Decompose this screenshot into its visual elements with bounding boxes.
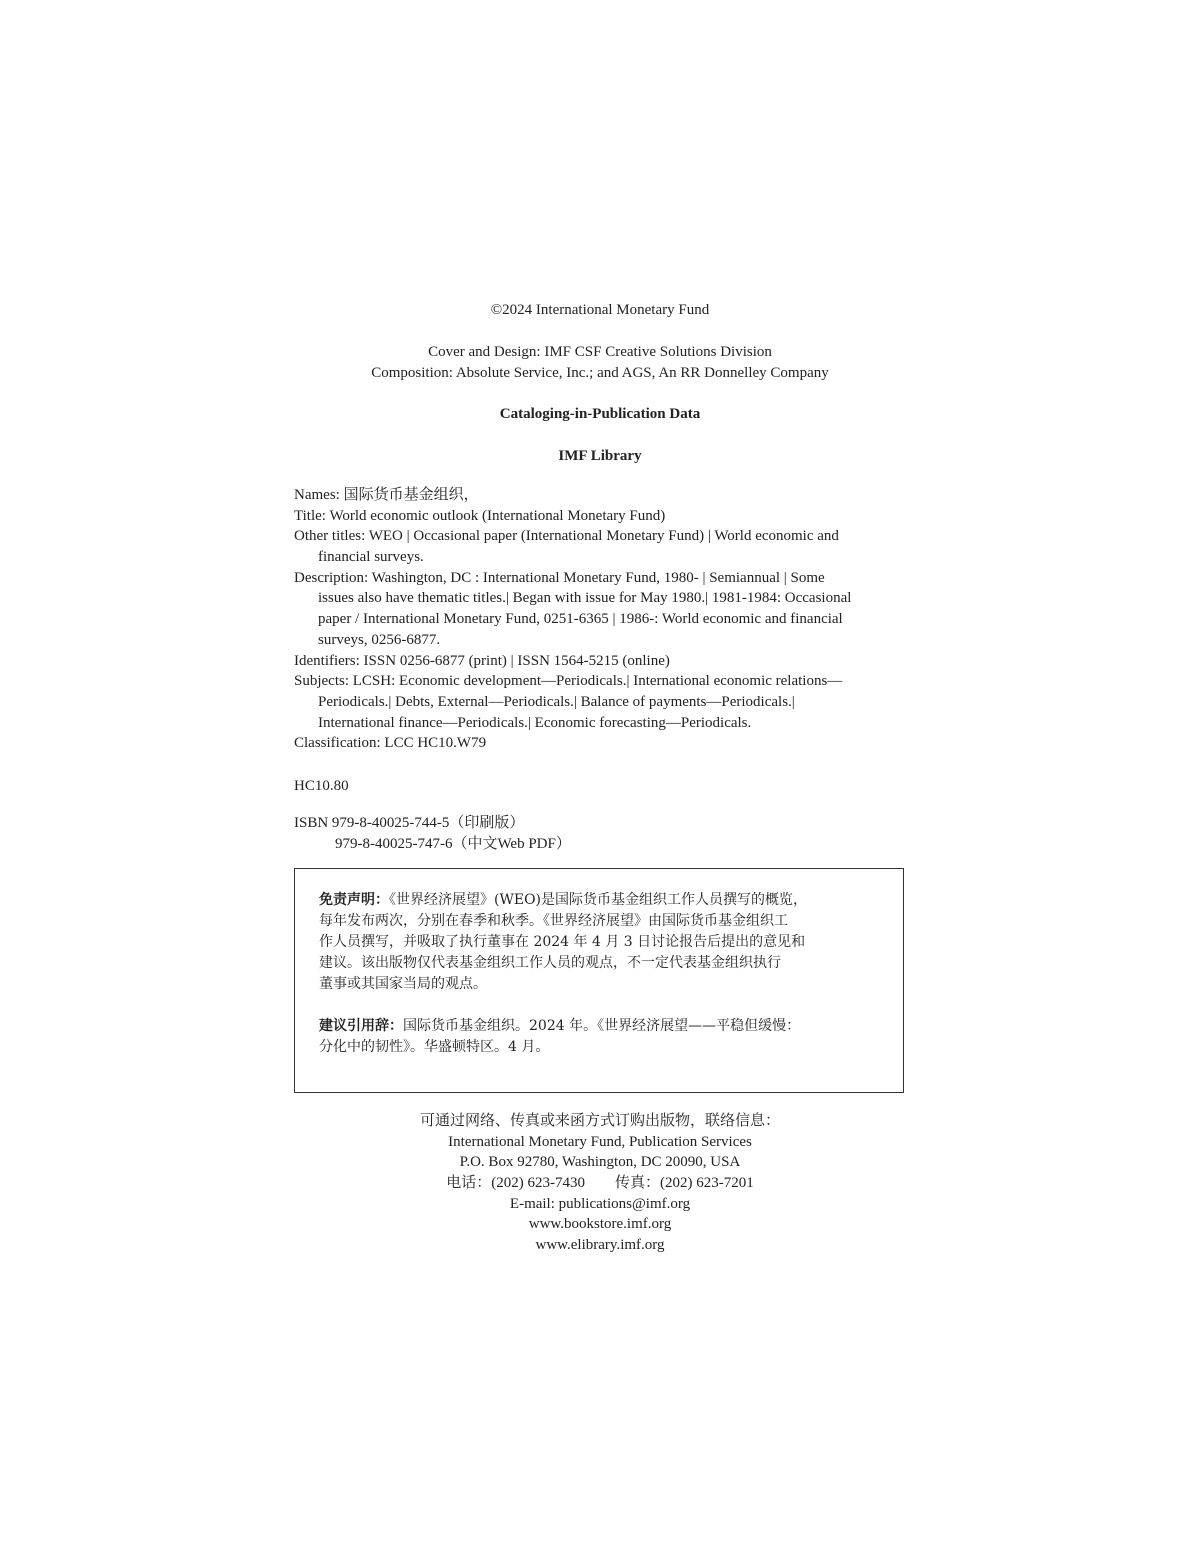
entry-subjects: Subjects: LCSH: Economic development—Periodicals.| International economic relations— (294, 673, 843, 690)
publisher-name: International Monetary Fund, Publication Services (448, 1133, 752, 1150)
elibrary-link[interactable]: www.elibrary.imf.org (535, 1237, 665, 1254)
isbn-pdf: 979-8-40025-747-6（中文Web PDF） (335, 835, 571, 852)
library-text: IMF Library (558, 448, 642, 464)
credits-block (294, 342, 906, 383)
isbn-block (294, 813, 906, 854)
ordering-intro: 可通过网络、传真或来函方式订购出版物，联络信息： (419, 1113, 780, 1129)
isbn-print: ISBN 979-8-40025-744-5（印刷版） (294, 815, 525, 831)
entry-subjects-cont: Periodicals.| Debts, External—Periodicals.| Balance of payments—Periodicals.| (318, 693, 795, 710)
bookstore-link[interactable]: www.bookstore.imf.org (528, 1216, 672, 1233)
ordering-info (294, 1111, 906, 1256)
copyright: ©2024 International Monetary Fund (490, 302, 710, 318)
entry-description-cont: paper / International Monetary Fund, 0251-6365 | 1986-: World economic and financial (318, 611, 843, 628)
library-heading (294, 446, 906, 467)
entry-title: Title: World economic outlook (International Monetary Fund) (294, 507, 666, 524)
citation-label: 建议引用辞： (319, 1018, 403, 1034)
postal-address: P.O. Box 92780, Washington, DC 20090, USA (459, 1154, 741, 1171)
copyright-block (294, 300, 906, 321)
disclaimer-line: 作人员撰写，并吸取了执行董事在 2024 年 4 月 3 日讨论报告后提出的意见和 (319, 934, 806, 950)
call-number (294, 776, 906, 797)
email-link[interactable]: E-mail: publications@imf.org (509, 1195, 691, 1212)
credit-line: Composition: Absolute Service, Inc.; and AGS, An RR Donnelley Company (371, 364, 829, 381)
entry-classification: Classification: LCC HC10.W79 (294, 735, 487, 752)
entry-description-cont: issues also have thematic titles.| Began with issue for May 1980.| 1981-1984: Occasional (318, 590, 852, 607)
entry-subjects-cont: International finance—Periodicals.| Economic forecasting—Periodicals. (318, 714, 752, 731)
disclaimer-line: 每年发布两次，分别在春季和秋季。《世界经济展望》由国际货币基金组织工 (319, 913, 788, 929)
disclaimer-line: 《世界经济展望》(WEO)是国际货币基金组织工作人员撰写的概览， (389, 892, 808, 908)
cip-heading-text: Cataloging-in-Publication Data (499, 406, 701, 422)
phone-fax: 电话：(202) 623-7430 传真：(202) 623-7201 (446, 1175, 754, 1192)
disclaimer-label: 免责声明： (319, 892, 389, 908)
entry-names: Names: 国际货币基金组织， (294, 487, 479, 503)
entry-description: Description: Washington, DC : International Monetary Fund, 1980- | Semiannual | Some (294, 569, 825, 586)
entry-other-titles: Other titles: WEO | Occasional paper (International Monetary Fund) | World economic and (294, 528, 839, 545)
catalog-entries (294, 485, 906, 754)
credit-line: Cover and Design: IMF CSF Creative Solutions Division (428, 344, 772, 360)
cip-heading (294, 404, 906, 425)
entry-other-titles-cont: financial surveys. (318, 549, 424, 566)
citation-line: 分化中的韧性》。华盛顿特区。4 月。 (319, 1039, 550, 1055)
disclaimer-line: 董事或其国家当局的观点。 (319, 976, 487, 992)
citation-line: 国际货币基金组织。2024 年。《世界经济展望——平稳但缓慢： (403, 1018, 801, 1034)
entry-identifiers: Identifiers: ISSN 0256-6877 (print) | ISSN 1564-5215 (online) (294, 652, 670, 669)
disclaimer-box (294, 868, 904, 1093)
call-number-text: HC10.80 (294, 778, 349, 794)
entry-description-cont: surveys, 0256-6877. (318, 631, 441, 648)
disclaimer-line: 建议。该出版物仅代表基金组织工作人员的观点，不一定代表基金组织执行 (319, 955, 781, 971)
